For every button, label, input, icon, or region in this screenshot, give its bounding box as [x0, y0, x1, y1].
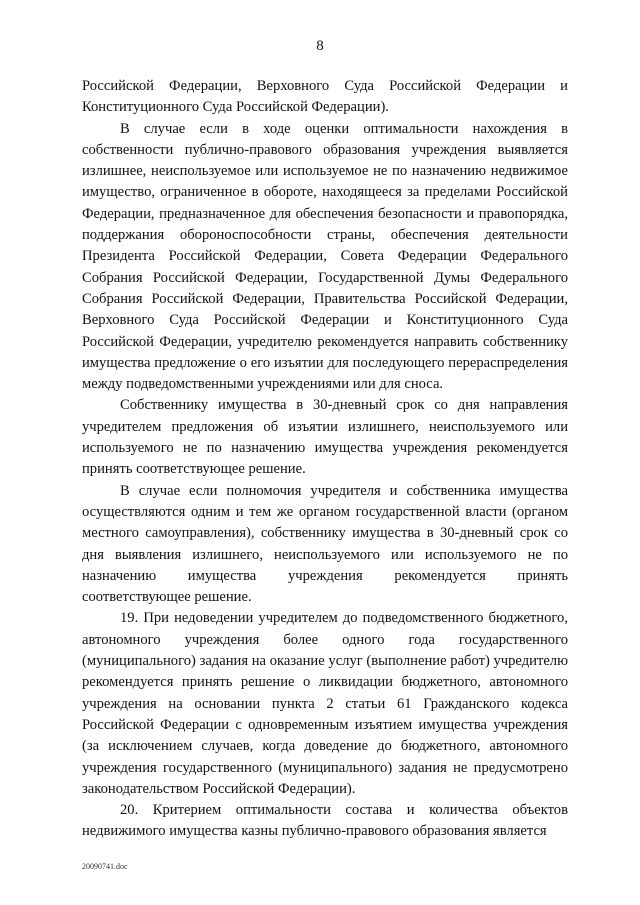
footer-filename: 20090741.doc [82, 862, 128, 871]
paragraph: В случае если полномочия учредителя и собственника имущества осуществляются одним и тем же органом государственной власти (органом местного самоуправления), собственнику имущества в 30-дневный срок со дня выявления излишнего, неиспользуемого или используемого не по назначению имущества учреждения рекомендуется принять соответствующее решение. [82, 482, 568, 606]
paragraph-item-19: 19. При недоведении учредителем до подведомственного бюджетного, автономного учреждения более одного года государственного (муниципального) задания на оказание услуг (выполнение работ) учредителю рекомендуется принять решение о ликвидации бюджетного, автономного учреждения на основании пункта 2 статьи 61 Гражданского кодекса Российской Федерации с одновременным изъятием имущества учреждения (за исключением случаев, когда доведение до бюджетного, автономного учреждения государственного (муниципального) задания не предусмотрено законодательством Российской Федерации). [82, 610, 568, 797]
paragraph-item-20: 20. Критерием оптимальности состава и количества объектов недвижимого имущества казны публично-правового образования является [82, 802, 568, 840]
paragraph: В случае если в ходе оценки оптимальности нахождения в собственности публично-правового образования учреждения выявляется излишнее, неиспользуемое или используемое не по назначению недвижимое имущество, ограниченное в обороте, находящееся за пределами Российской Федерации, предназначенное для обеспечения безопасности и правопорядка, поддержания обороноспособности страны, обеспечения деятельности Президента Российской Федерации, Совета Федерации Федерального Собрания Российской Федерации, Государственной Думы Федерального Собрания Российской Федерации, Правительства Российской Федерации, Верховного Суда Российской Федерации и Конституционного Суда Российской Федерации, учредителю рекомендуется направить собственнику имущества предложение о его изъятии для последующего перераспределения между подведомственными учреждениями или для сноса. [82, 120, 568, 393]
page-number: 8 [316, 38, 324, 54]
paragraph: Собственнику имущества в 30-дневный срок со дня направления учредителем предложения об изъятии излишнего, неиспользуемого или используемого не по назначению имущества учреждения рекомендуется принять соответствующее решение. [82, 397, 568, 478]
paragraph-continuation: Российской Федерации, Верховного Суда Российской Федерации и Конституционного Суда Российской Федерации). [82, 78, 568, 116]
document-body [82, 76, 568, 843]
